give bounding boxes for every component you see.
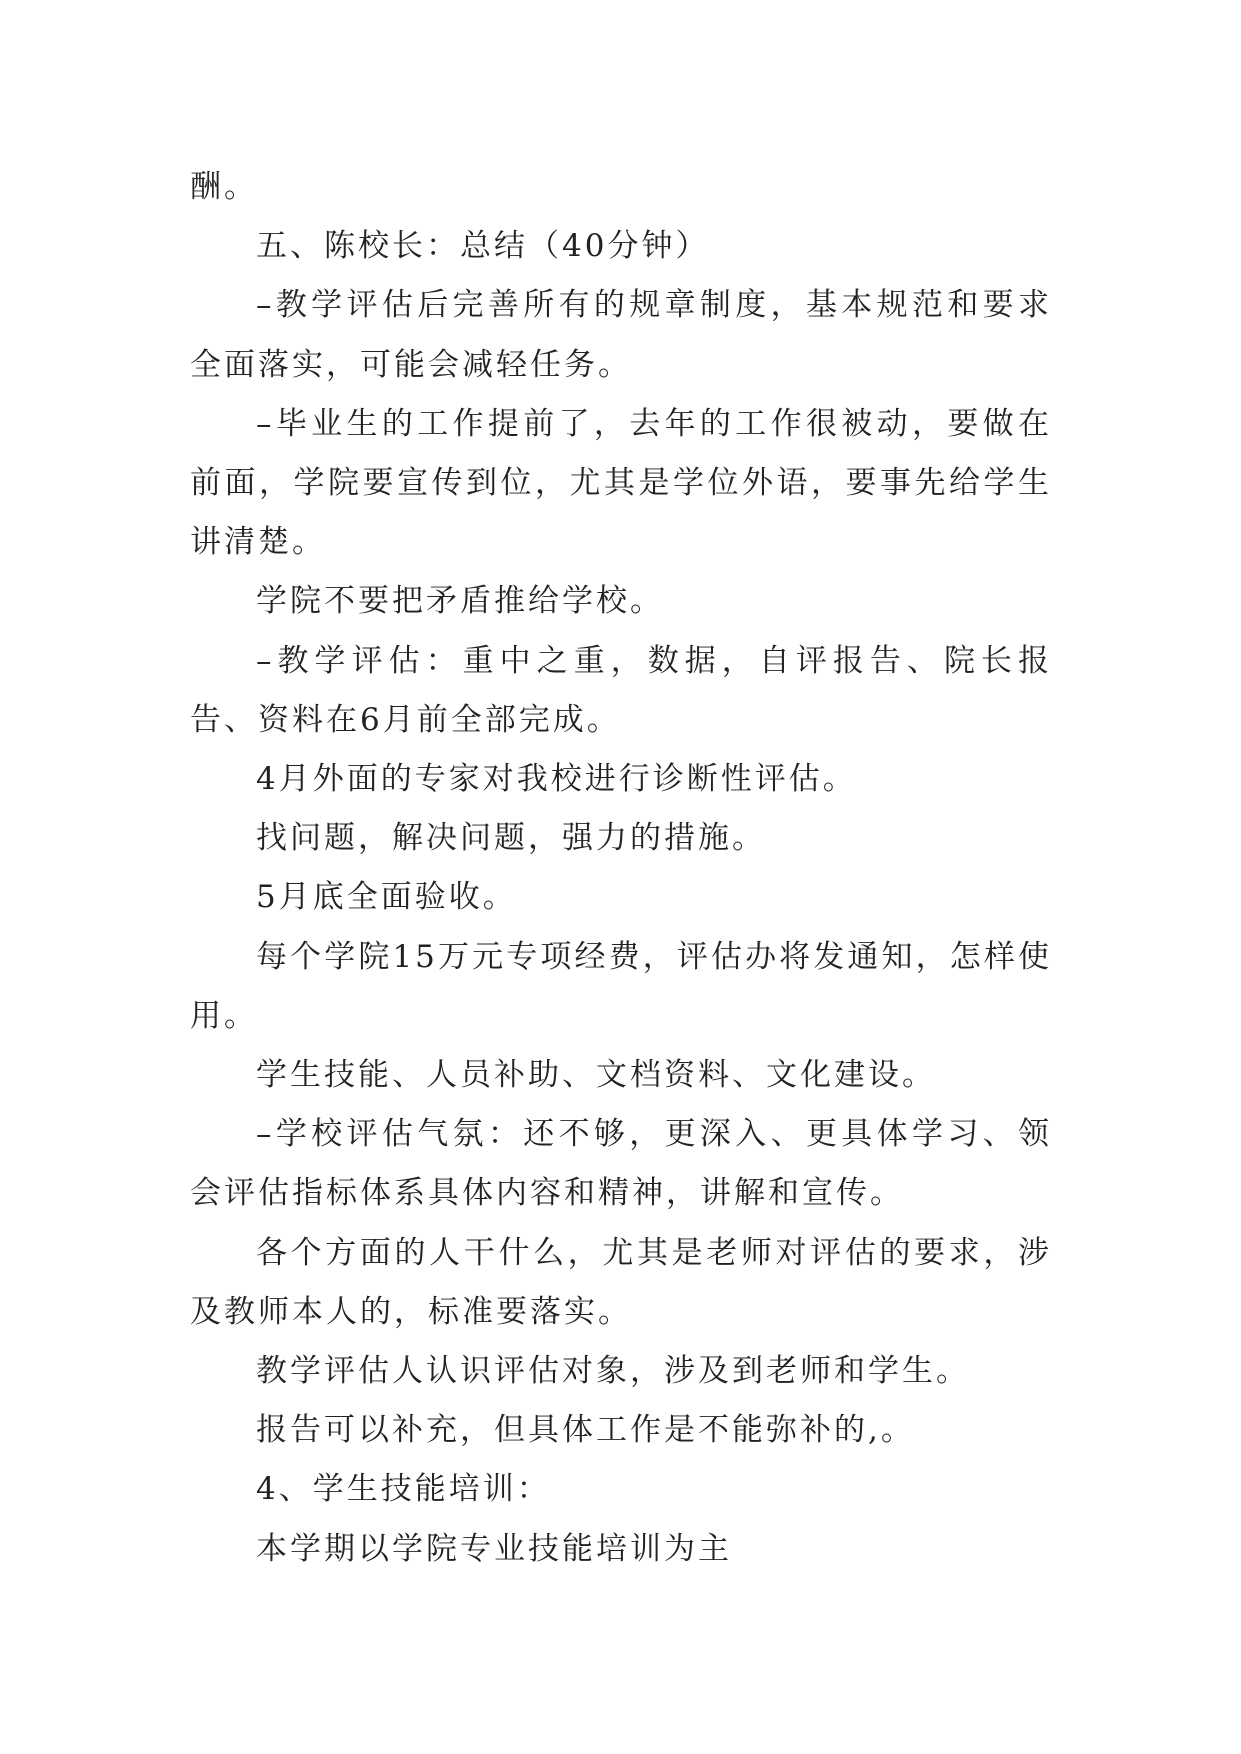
paragraph: 5月底全面验收。 bbox=[256, 879, 517, 916]
paragraph: 找问题，解决问题，强力的措施。 bbox=[256, 820, 766, 857]
paragraph: 学院不要把矛盾推给学校。 bbox=[256, 583, 664, 620]
paragraph: –毕业生的工作提前了，去年的工作很被动，要做在前面，学院要宣传到位，尤其是学位外语，要事先给学生讲清楚。 bbox=[190, 405, 1052, 561]
paragraph: –学校评估气氛：还不够，更深入、更具体学习、领会评估指标体系具体内容和精神，讲解和宣传。 bbox=[190, 1116, 1052, 1212]
paragraph: 报告可以补充，但具体工作是不能弥补的,。 bbox=[256, 1412, 915, 1449]
paragraph: 各个方面的人干什么，尤其是老师对评估的要求，涉及教师本人的，标准要落实。 bbox=[190, 1234, 1052, 1330]
paragraph: 每个学院15万元专项经费，评估办将发通知，怎样使用。 bbox=[190, 938, 1052, 1034]
paragraph: –教学评估：重中之重，数据，自评报告、院长报告、资料在6月前全部完成。 bbox=[190, 642, 1052, 738]
paragraph: 教学评估人认识评估对象，涉及到老师和学生。 bbox=[256, 1353, 970, 1390]
paragraph: 学生技能、人员补助、文档资料、文化建设。 bbox=[256, 1057, 936, 1094]
paragraph: 本学期以学院专业技能培训为主 bbox=[256, 1530, 732, 1567]
document-body bbox=[190, 158, 1052, 1579]
paragraph-continuation: 酬。 bbox=[190, 169, 258, 205]
subsection-heading: 4、学生技能培训： bbox=[256, 1471, 551, 1508]
paragraph: –教学评估后完善所有的规章制度，基本规范和要求全面落实，可能会减轻任务。 bbox=[190, 287, 1052, 383]
paragraph: 4月外面的专家对我校进行诊断性评估。 bbox=[256, 761, 857, 798]
section-heading: 五、陈校长：总结（40分钟） bbox=[256, 228, 710, 265]
